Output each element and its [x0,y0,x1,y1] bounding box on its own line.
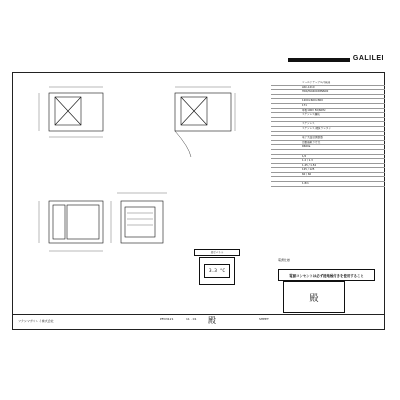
spec-val: 60 / 60 [302,172,312,176]
spec-val [302,118,385,122]
top-view-left [49,93,103,131]
spec-key [271,177,302,181]
spec-val [302,132,385,136]
spec-key [271,104,302,108]
spec-key [271,99,302,103]
spec-val: 171 [302,103,307,107]
front-view [49,201,103,243]
spec-val: コールドテーブル冷蔵庫 [302,81,331,84]
spec-val: 電子式温度調節器 [302,136,323,140]
drawing-sheet [12,72,385,330]
spec-key [271,118,302,122]
spec-key [271,90,302,94]
spec-key [271,159,302,163]
spec-val [302,150,385,154]
spec-key [271,182,302,186]
display-panel [199,257,235,285]
spec-key [271,81,302,85]
spec-val: ステンレス鋼板 [302,113,320,117]
signature-mark: 殿 [208,316,216,325]
title-block [13,314,384,329]
spec-val: 自動霜取り方式 [302,140,321,144]
brand-bar [288,58,350,62]
spec-key [271,113,302,117]
spec-key [271,173,302,177]
notice-title: 電源仕様 [278,258,291,262]
spec-key [271,168,302,172]
top-view-right [175,93,231,131]
spec-key [271,141,302,145]
spec-key [271,136,302,140]
sheet-label: SHEET [259,317,269,321]
recipient-stamp-box: 殿 [283,281,345,313]
spec-key [271,132,302,136]
spec-val: LRC-121X [302,85,315,89]
spec-key [271,109,302,113]
technical-drawing [13,73,271,331]
spec-row-22 [271,182,385,187]
notice-box: 電源コンセントは必ず接地極付きを使用すること [278,269,375,281]
spec-val [302,95,385,99]
document-number: PFD3121 [160,317,174,321]
spec-val: 125 / 125 [302,168,315,172]
spec-val: 1.2 / 1.3 [302,159,313,163]
company-name: フクシマガリレイ株式会社 [18,319,54,323]
spec-val: ステンレス 硬質ウレタン [302,126,331,130]
spec-val: 単相100V 50/60Hz [302,108,326,112]
spec-val: 1200×600×800 [302,99,323,103]
side-view [121,201,163,243]
spec-key [271,86,302,90]
spec-key [271,164,302,168]
spec-key [271,122,302,126]
spec-key [271,150,302,154]
spec-val: 1.8m [302,182,309,186]
spec-key [271,155,302,159]
display-readout: 3.3 °C [204,264,230,278]
spec-val: HRX/W0400X8NNX0 [302,90,329,94]
spec-val: ステンレス [302,122,315,126]
spec-table [271,81,385,187]
spec-val [302,177,385,181]
spec-val: 1/2 [302,154,307,158]
spec-key [271,127,302,131]
spec-val: 1.45 / 1.54 [302,163,317,167]
spec-key [271,95,302,99]
brand-logo: GALILEI [352,55,384,62]
spec-val: R600a [302,145,311,149]
display-panel-label: 表示パネル [194,249,240,256]
spec-key [271,145,302,149]
drawing-svg [13,73,271,331]
revision: 11 · 01 [186,317,197,321]
